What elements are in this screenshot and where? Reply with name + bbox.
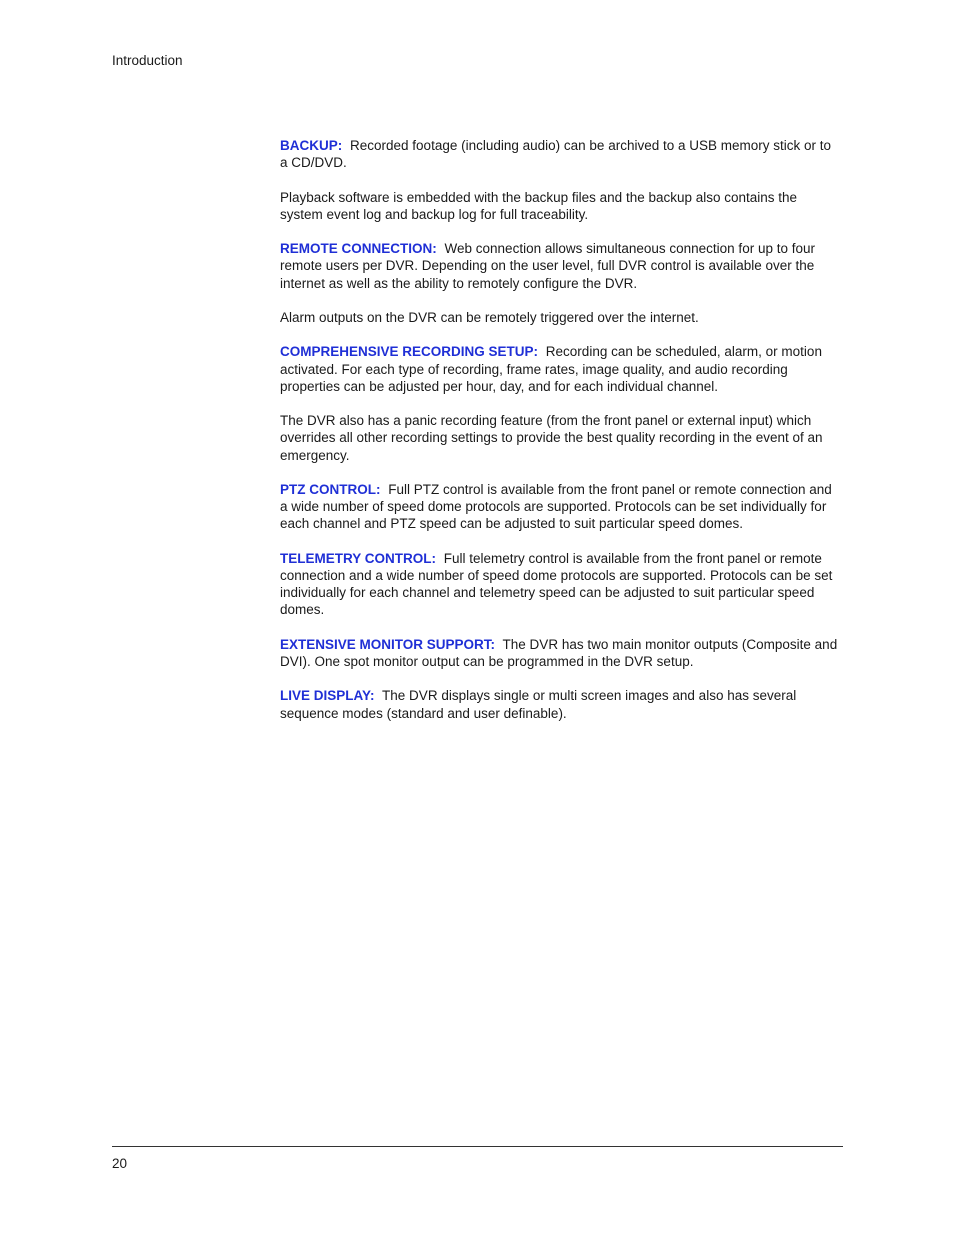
footer-divider — [112, 1146, 843, 1147]
paragraph-panic-recording — [280, 412, 842, 464]
paragraph-text: Alarm outputs on the DVR can be remotely triggered over the internet. — [280, 309, 699, 325]
paragraph-backup — [280, 137, 842, 171]
page-number: 20 — [112, 1156, 128, 1171]
paragraph-playback-software — [280, 189, 842, 223]
term-backup: BACKUP: — [280, 138, 343, 153]
paragraph-text: The DVR also has a panic recording feature (from the front panel or external input) which overrides all other recording settings to provide the best quality recording in the event of an emergency. — [280, 413, 823, 463]
paragraph-text: Web connection allows simultaneous connection for up to four remote users per DVR. Depending on the user level, full DVR control is available over the internet as well as the ability to remotely configure the DVR. — [280, 241, 815, 291]
paragraph-text: Playback software is embedded with the backup files and the backup also contains the system event log and backup log for full traceability. — [280, 189, 798, 222]
term-ptz-control: PTZ CONTROL: — [280, 481, 381, 497]
paragraph-text: Full telemetry control is available from the front panel or remote connection and a wide number of speed dome protocols are supported. Protocols can be set individually for each channel and telemetry speed can be adjusted to suit particular speed domes. — [280, 550, 833, 618]
term-monitor-support: EXTENSIVE MONITOR SUPPORT: — [280, 636, 496, 652]
term-telemetry-control: TELEMETRY CONTROL: — [280, 550, 436, 566]
document-body — [280, 137, 842, 739]
paragraph-text: The DVR has two main monitor outputs (Composite and DVI). One spot monitor output can be programmed in the DVR setup. — [280, 636, 838, 669]
paragraph-alarm-outputs — [280, 309, 842, 326]
paragraph-recording-setup — [280, 343, 842, 395]
paragraph-live-display — [280, 687, 842, 721]
paragraph-text: Recording can be scheduled, alarm, or motion activated. For each type of recording, frame rates, image quality, and audio recording properties can be adjusted per hour, day, and for each individual channel. — [280, 344, 822, 394]
paragraph-ptz-control — [280, 481, 842, 533]
paragraph-text: Full PTZ control is available from the front panel or remote connection and a wide number of speed dome protocols are supported. Protocols can be set individually for each channel and PTZ speed can be adjusted to suit particular speed domes. — [280, 481, 832, 532]
term-recording-setup: COMPREHENSIVE RECORDING SETUP: — [280, 344, 539, 360]
paragraph-text: The DVR displays single or multi screen images and also has several sequence modes (standard and user definable). — [280, 688, 797, 721]
paragraph-monitor-support — [280, 636, 842, 670]
running-header: Introduction — [112, 53, 183, 68]
term-live-display: LIVE DISPLAY: — [280, 688, 375, 704]
paragraph-remote-connection — [280, 240, 842, 292]
paragraph-telemetry-control — [280, 550, 842, 619]
term-remote-connection: REMOTE CONNECTION: — [280, 241, 437, 257]
paragraph-text: Recorded footage (including audio) can be archived to a USB memory stick or to a CD/DVD. — [280, 138, 832, 171]
